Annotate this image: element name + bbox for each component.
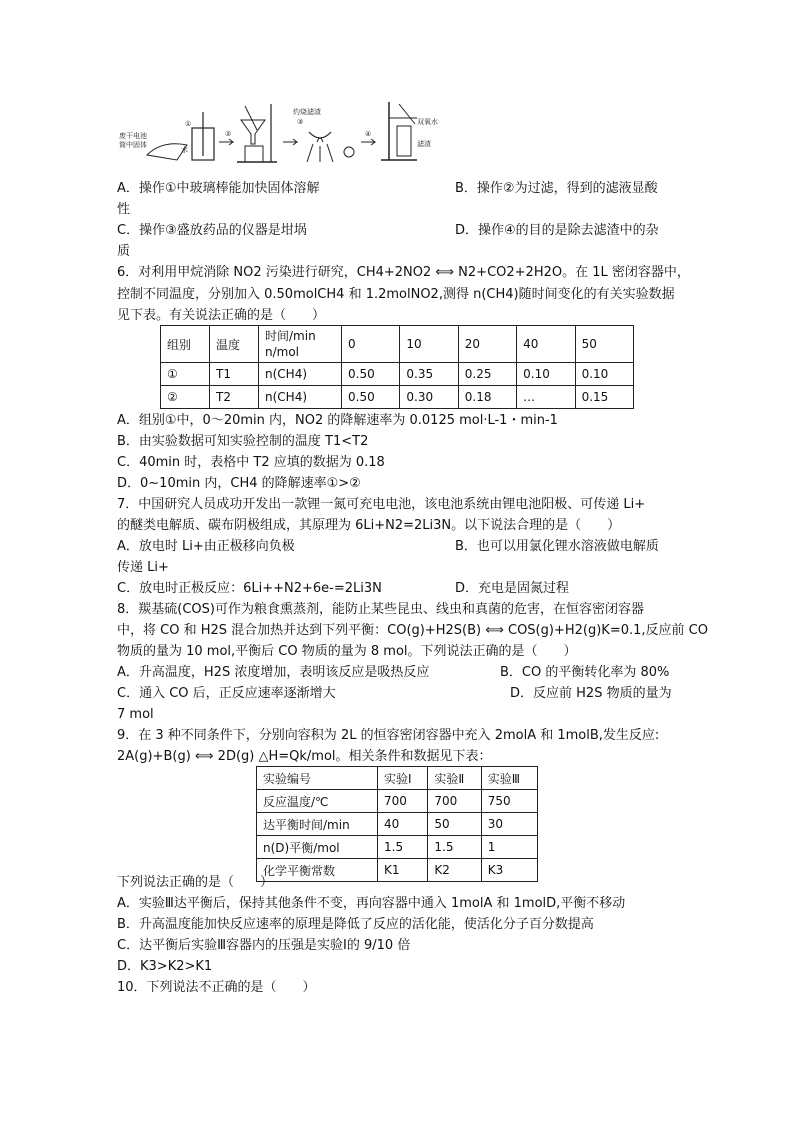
q9-option-b: B．升高温度能加快反应速率的原理是降低了反应的活化能，使活化分子百分数提高: [117, 917, 594, 932]
cell: …: [517, 386, 575, 409]
cell: 0.18: [458, 386, 516, 409]
q9-option-a: A．实验Ⅲ达平衡后，保持其他条件不变，再向容器中通入 1molA 和 1molD,平衡不移动: [117, 896, 626, 911]
figure-label-h2o2: 双氧水: [417, 118, 438, 126]
table-row: [257, 790, 538, 813]
q5-option-a: A．操作①中玻璃棒能加快固体溶解: [117, 181, 320, 196]
header-group: 组别: [161, 326, 210, 363]
figure-label-battery-solid: 筒中固体: [119, 141, 147, 149]
q6-option-c: C．40min 时，表格中 T2 应填的数据为 0.18: [117, 455, 385, 470]
header-t50: 50: [575, 326, 633, 363]
q6-stem-line-3: 见下表。有关说法正确的是（ ）: [117, 308, 326, 323]
table-row: [161, 363, 634, 386]
q8-option-d-cont: 7 mol: [117, 707, 154, 722]
row-group: ②: [161, 386, 210, 409]
q9-data-table: [256, 766, 538, 882]
table-header-row: [161, 326, 634, 363]
cell: 反应温度/℃: [257, 790, 378, 813]
table-header-row: [257, 767, 538, 790]
figure-step-4: ④: [365, 130, 372, 138]
cell: 0.10: [575, 363, 633, 386]
header-temp: 温度: [210, 326, 259, 363]
table-row: [257, 836, 538, 859]
header-cell: 实验Ⅰ: [378, 767, 428, 790]
q6-option-b: B．由实验数据可知实验控制的温度 T1<T2: [117, 434, 369, 449]
figure-label-residue-filter: 滤渣: [417, 140, 431, 148]
q6-data-table: [160, 325, 634, 409]
header-time: [259, 326, 342, 363]
q5-option-b: B．操作②为过滤，得到的滤液显酸: [455, 181, 658, 196]
header-cell: 实验Ⅲ: [481, 767, 537, 790]
q8-stem-line-1: 8．羰基硫(COS)可作为粮食熏蒸剂，能防止某些昆虫、线虫和真菌的危害，在恒容密闭容器: [117, 602, 644, 617]
figure-step-2: ②: [225, 130, 232, 138]
cell: 0.15: [575, 386, 633, 409]
cell: 700: [428, 790, 481, 813]
q8-option-d: D．反应前 H2S 物质的量为: [510, 686, 672, 701]
row-item: n(CH4): [259, 363, 342, 386]
cell: 化学平衡常数: [257, 859, 378, 882]
header-t40: 40: [517, 326, 575, 363]
header-t20: 20: [458, 326, 516, 363]
row-temp: T1: [210, 363, 259, 386]
cell: 0.25: [458, 363, 516, 386]
q5-option-d-cont: 质: [117, 244, 131, 259]
q8-stem-line-2: 中，将 CO 和 H2S 混合加热并达到下列平衡：CO(g)+H2S(B) ⟺ COS(g)+H2(g)K=0.1,反应前 CO: [117, 623, 708, 638]
q9-stem-line-1: 9．在 3 种不同条件下，分别向容积为 2L 的恒容密闭容器中充入 2molA 和 1molB,发生反应:: [117, 728, 660, 743]
cell: 1: [481, 836, 537, 859]
row-group: ①: [161, 363, 210, 386]
table-row: [161, 386, 634, 409]
cell: K1: [378, 859, 428, 882]
q7-option-a: A．放电时 Li+由正极移向负极: [117, 539, 295, 554]
q7-stem-line-2: 的醚类电解质、碳布阴极组成，其原理为 6Li+N2=2Li3N。以下说法合理的是（ ）: [117, 518, 621, 533]
header-t10: 10: [400, 326, 458, 363]
q6-stem-line-2: 控制不同温度，分别加入 0.50molCH4 和 1.2molNO2,测得 n(CH4)随时间变化的有关实验数据: [117, 287, 675, 302]
q8-option-a: A．升高温度，H2S 浓度增加，表明该反应是吸热反应: [117, 665, 430, 680]
figure-label-water: 水: [181, 146, 188, 154]
cell: 30: [481, 813, 537, 836]
cell: 1.5: [428, 836, 481, 859]
q7-stem-line-1: 7．中国研究人员成功开发出一款锂一氮可充电电池，该电池系统由锂电池阳极、可传递 Li+: [117, 497, 646, 512]
figure-label-residue: 灼烧滤渣: [293, 108, 321, 116]
cell: K2: [428, 859, 481, 882]
figure-step-3: ③: [297, 118, 304, 126]
cell: 50: [428, 813, 481, 836]
q9-ask: 下列说法正确的是（ ）: [117, 875, 274, 890]
q6-stem-line-1: 6．对利用甲烷消除 NO2 污染进行研究，CH4+2NO2 ⟺ N2+CO2+2H2O。在 1L 密闭容器中，: [117, 265, 690, 280]
header-t0: 0: [342, 326, 400, 363]
row-temp: T2: [210, 386, 259, 409]
q8-stem-line-3: 物质的量为 10 mol,平衡后 CO 物质的量为 8 mol。下列说法正确的是（ ）: [117, 644, 577, 659]
q7-option-d: D．充电是固氮过程: [455, 581, 570, 596]
cell: 1.5: [378, 836, 428, 859]
q7-option-c: C．放电时正极反应：6Li++N2+6e-=2Li3N: [117, 581, 382, 596]
cell: 达平衡时间/min: [257, 813, 378, 836]
q8-option-c: C．通入 CO 后，正反应速率逐渐增大: [117, 686, 336, 701]
q6-option-a: A．组别①中，0～20min 内，NO2 的降解速率为 0.0125 mol·L-1・min-1: [117, 413, 558, 428]
row-item: n(CH4): [259, 386, 342, 409]
cell: 0.30: [400, 386, 458, 409]
table-row: [257, 813, 538, 836]
cell: 0.50: [342, 386, 400, 409]
table-row: [257, 859, 538, 882]
lab-procedure-figure: [117, 100, 447, 166]
q9-option-d: D．K3>K2>K1: [117, 959, 213, 974]
header-cell: 实验Ⅱ: [428, 767, 481, 790]
q5-option-d: D．操作④的目的是除去滤渣中的杂: [455, 223, 659, 238]
q9-option-c: C．达平衡后实验Ⅲ容器内的压强是实验Ⅰ的 9/10 倍: [117, 938, 411, 953]
figure-step-1: ①: [185, 120, 192, 128]
figure-label-battery: 废干电池: [119, 132, 147, 140]
q7-option-b-cont: 传递 Li+: [117, 560, 169, 575]
header-cell: 实验编号: [257, 767, 378, 790]
header-time-label: 时间/min: [265, 329, 316, 343]
q10-stem: 10．下列说法不正确的是（ ）: [117, 980, 316, 995]
q8-option-b: B．CO 的平衡转化率为 80%: [500, 665, 670, 680]
q7-option-b: B．也可以用氯化锂水溶液做电解质: [455, 539, 659, 554]
q6-option-d: D．0~10min 内，CH4 的降解速率①>②: [117, 476, 361, 491]
cell: 40: [378, 813, 428, 836]
cell: 0.50: [342, 363, 400, 386]
cell: 750: [481, 790, 537, 813]
q5-option-b-cont: 性: [117, 202, 131, 217]
cell: 700: [378, 790, 428, 813]
cell: n(D)平衡/mol: [257, 836, 378, 859]
header-nmol-label: n/mol: [265, 345, 300, 359]
q9-stem-line-2: 2A(g)+B(g) ⟺ 2D(g) △H=Qk/mol。相关条件和数据见下表：: [117, 749, 492, 764]
q5-option-c: C．操作③盛放药品的仪器是坩埚: [117, 223, 307, 238]
cell: 0.10: [517, 363, 575, 386]
cell: 0.35: [400, 363, 458, 386]
cell: K3: [481, 859, 537, 882]
